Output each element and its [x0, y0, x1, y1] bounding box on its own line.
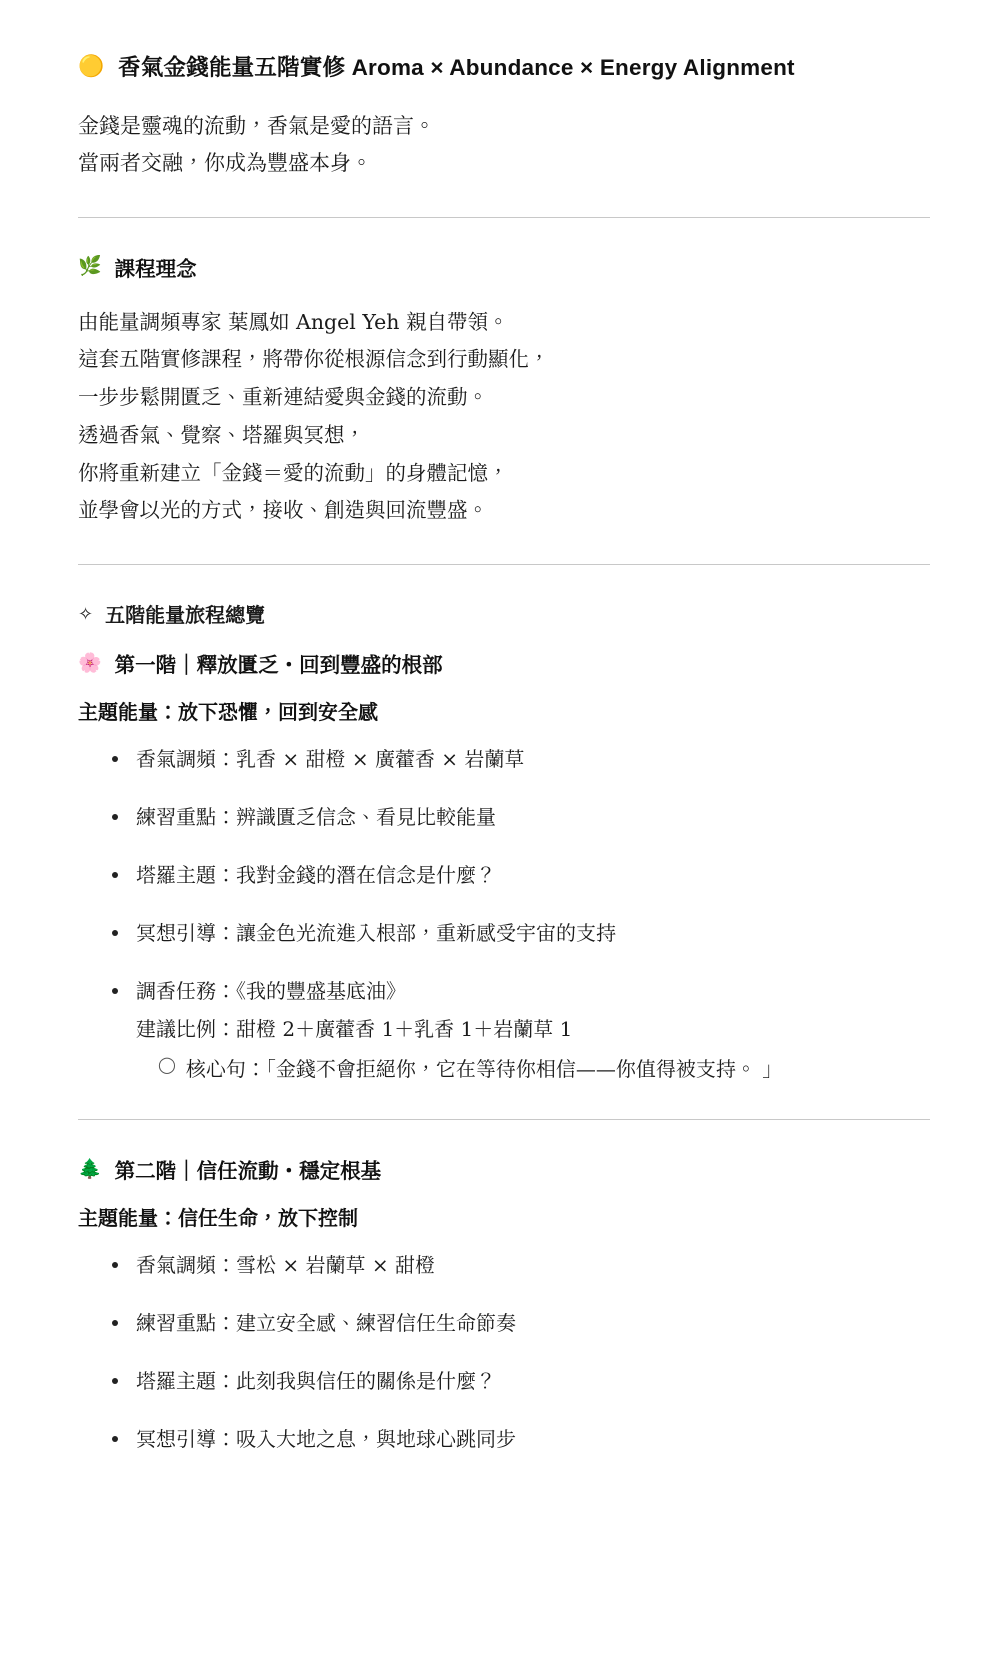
sparkle-diamond-icon: ✧	[78, 603, 94, 624]
stage-energy-text: 主題能量：信任生命，放下控制	[78, 1206, 358, 1231]
concept-line: 你將重新建立「金錢＝愛的流動」的身體記憶，	[78, 460, 509, 485]
stage-item-list	[78, 743, 930, 1085]
concept-paragraph	[78, 304, 930, 530]
list-item-subtext: 建議比例：甜橙 2＋廣藿香 1＋乳香 1＋岩蘭草 1	[136, 1017, 573, 1042]
list-item	[78, 1365, 930, 1397]
divider	[78, 564, 930, 565]
list-item	[78, 975, 930, 1085]
list-item-text: 練習重點：建立安全感、練習信任生命節奏	[136, 1311, 516, 1336]
concept-line: 並學會以光的方式，接收、創造與回流豐盛。	[78, 498, 488, 523]
page-title	[78, 50, 930, 82]
herb-leaf-icon: 🌿	[78, 256, 102, 278]
list-item-text: 練習重點：辨識匱乏信念、看見比較能量	[136, 805, 496, 830]
stage-heading	[78, 1154, 930, 1184]
core-quote-text: 核心句：「金錢不會拒絕你，它在等待你相信——你值得被支持。 」	[185, 1057, 783, 1082]
list-item	[78, 917, 930, 949]
concept-line: 透過香氣、覺察、塔羅與冥想，	[78, 422, 365, 447]
concept-line: 這套五階實修課程，將帶你從根源信念到行動顯化，	[78, 347, 550, 372]
speech-bubble-icon: ◯	[158, 1055, 176, 1075]
list-item	[78, 801, 930, 833]
stage-section	[78, 1154, 930, 1455]
stage-section	[78, 648, 930, 1085]
list-item-text: 冥想引導：吸入大地之息，與地球心跳同步	[136, 1427, 516, 1452]
list-item	[78, 1249, 930, 1281]
divider	[78, 1119, 930, 1120]
list-item-text: 塔羅主題：此刻我與信任的關係是什麼？	[136, 1369, 496, 1394]
evergreen-tree-icon: 🌲	[78, 1158, 102, 1180]
list-item-text: 香氣調頻：雪松 × 岩蘭草 × 甜橙	[136, 1253, 435, 1278]
concept-line: 一步步鬆開匱乏、重新連結愛與金錢的流動。	[78, 385, 488, 410]
list-item-text: 冥想引導：讓金色光流進入根部，重新感受宇宙的支持	[136, 921, 616, 946]
yellow-circle-icon: 🟡	[78, 54, 105, 78]
core-quote	[136, 1053, 930, 1085]
stage-heading-text: 第一階｜釋放匱乏・回到豐盛的根部	[114, 654, 443, 678]
list-item	[78, 1423, 930, 1455]
list-item	[78, 743, 930, 775]
list-item-text: 香氣調頻：乳香 × 甜橙 × 廣藿香 × 岩蘭草	[136, 747, 525, 772]
section-heading-overview	[78, 599, 930, 628]
list-item-text: 調香任務：《我的豐盛基底油》	[136, 979, 406, 1004]
lead-line: 金錢是靈魂的流動，香氣是愛的語言。	[78, 114, 435, 138]
concept-line: 由能量調頻專家 葉鳳如 Angel Yeh 親自帶領。	[78, 309, 509, 334]
section-heading-text: 五階能量旅程總覽	[105, 605, 266, 628]
section-heading-text: 課程理念	[114, 257, 197, 281]
lead-paragraph	[78, 108, 930, 183]
list-item-text: 塔羅主題：我對金錢的潛在信念是什麼？	[136, 863, 496, 888]
cherry-blossom-icon: 🌸	[78, 652, 102, 674]
page-title-text: 香氣金錢能量五階實修 Aroma × Abundance × Energy Alignment	[118, 55, 795, 80]
section-heading-concept	[78, 252, 930, 282]
lead-line: 當兩者交融，你成為豐盛本身。	[78, 151, 372, 176]
stage-energy-text: 主題能量：放下恐懼，回到安全感	[78, 700, 378, 725]
stage-item-list	[78, 1249, 930, 1455]
list-item	[78, 1307, 930, 1339]
divider	[78, 217, 930, 218]
stage-heading	[78, 648, 930, 678]
list-item	[78, 859, 930, 891]
stage-heading-text: 第二階｜信任流動・穩定根基	[114, 1160, 382, 1184]
